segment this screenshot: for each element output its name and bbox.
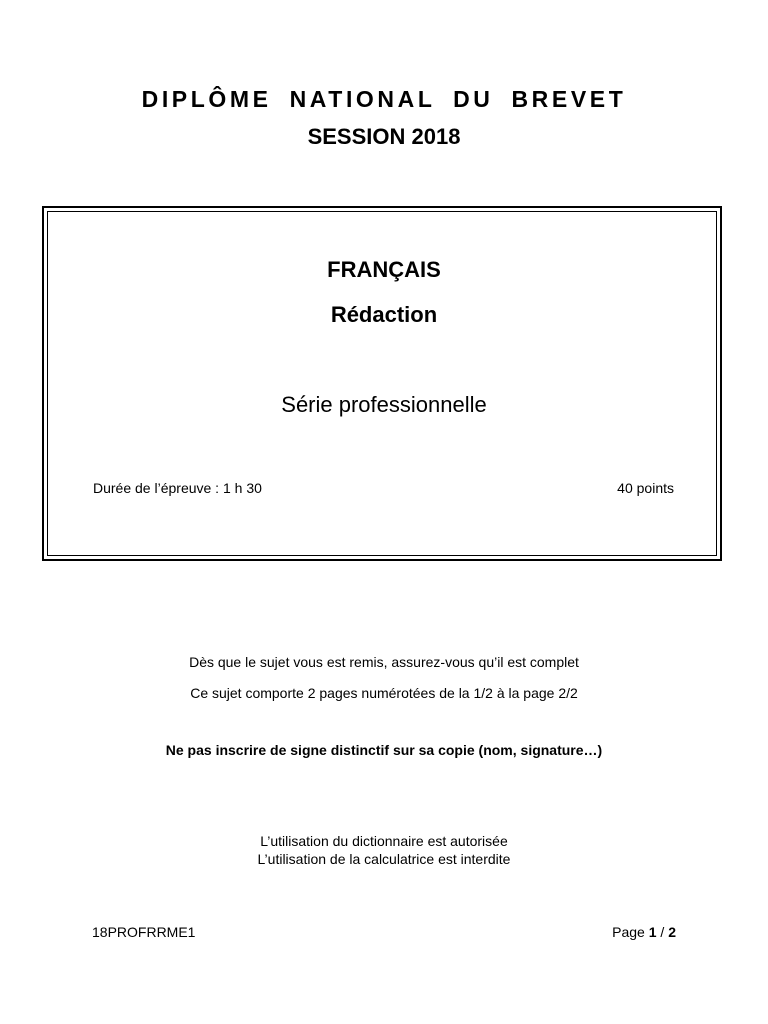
notice-no-mark: Ne pas inscrire de signe distinctif sur sa copie (nom, signature…) — [165, 742, 603, 758]
exam-session: SESSION 2018 — [307, 124, 461, 149]
exam-title: DIPLÔME NATIONAL DU BREVET — [141, 86, 627, 112]
subject-title: FRANÇAIS — [327, 257, 441, 282]
page-label: Page — [612, 924, 645, 940]
notice-dictionary: L’utilisation du dictionnaire est autorisée — [260, 833, 508, 849]
subject-code: 18PROFRRME1 — [92, 924, 196, 940]
page-current: 1 — [648, 924, 657, 940]
page-number — [612, 924, 676, 940]
subject-subtitle: Rédaction — [330, 302, 438, 327]
notice-complete: Dès que le sujet vous est remis, assurez-vous qu’il est complet — [189, 654, 579, 670]
exam-duration: Durée de l’épreuve : 1 h 30 — [93, 480, 262, 496]
notice-calculator: L’utilisation de la calculatrice est interdite — [257, 851, 511, 867]
notice-pages: Ce sujet comporte 2 pages numérotées de la 1/2 à la page 2/2 — [190, 685, 578, 701]
exam-points: 40 points — [617, 480, 674, 496]
exam-series: Série professionnelle — [281, 392, 487, 417]
page-total: 2 — [668, 924, 676, 940]
page-separator: / — [660, 924, 665, 940]
